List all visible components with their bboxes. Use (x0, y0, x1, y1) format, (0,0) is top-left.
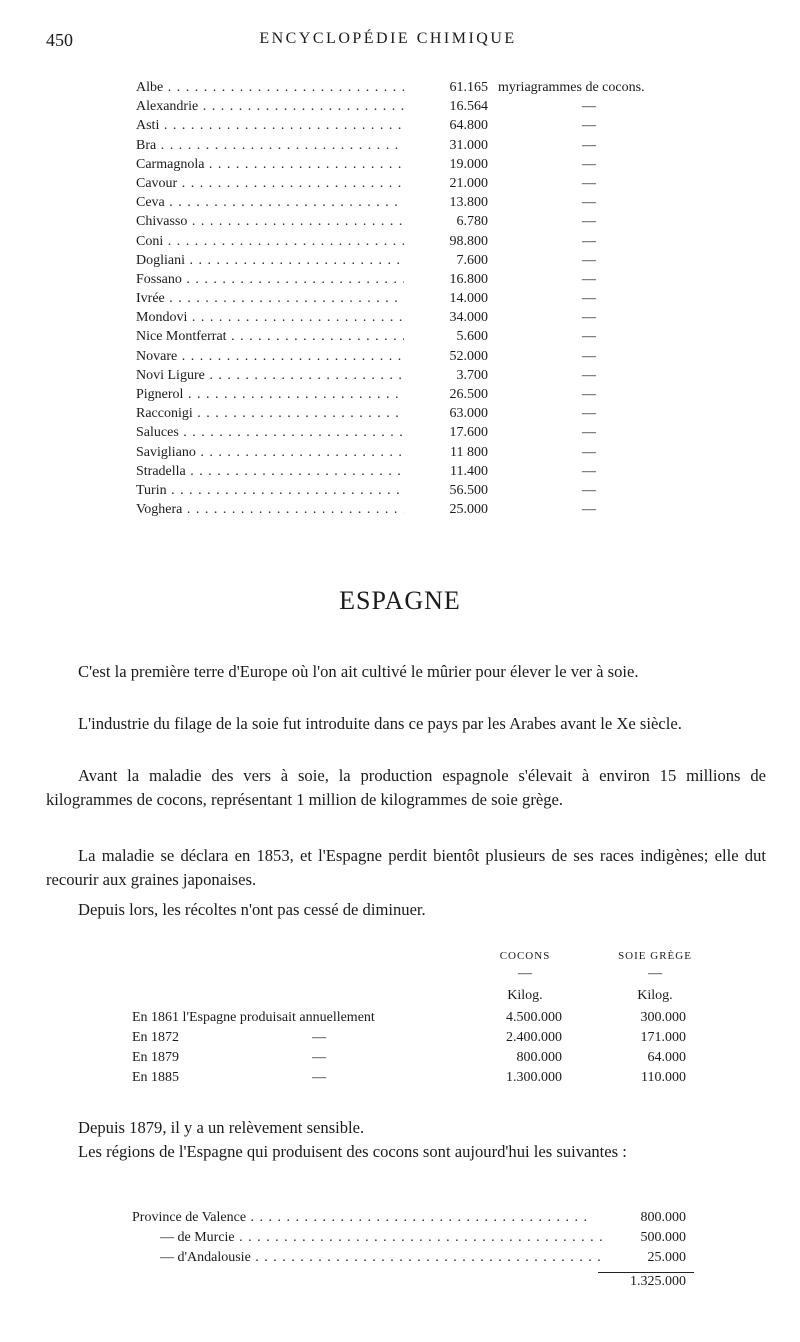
city-name: Bra . . . (136, 136, 404, 155)
running-header (46, 30, 730, 54)
list-item (132, 1248, 732, 1268)
city-name: Carmagnola . . . (136, 155, 404, 174)
ditto-mark: — (582, 175, 596, 191)
ditto-mark: — (312, 1050, 326, 1065)
list-item (136, 270, 736, 289)
soie-value: 171.000 (640, 1030, 686, 1045)
list-item (136, 97, 736, 116)
ditto-mark: — (582, 195, 596, 211)
list-item (136, 251, 736, 270)
city-value: 14.000 (408, 289, 488, 308)
city-value: 25.000 (408, 500, 488, 519)
section-title: ESPAGNE (339, 586, 461, 615)
column-dash: — (648, 966, 662, 981)
ditto-mark: — (582, 99, 596, 115)
city-name: Racconigi . . . (136, 404, 404, 423)
city-name: Fossano . . . (136, 270, 404, 289)
list-item (136, 404, 736, 423)
ditto-mark: — (582, 463, 596, 479)
list-item (136, 500, 736, 519)
region-name: — de Murcie . . . (132, 1228, 615, 1248)
list-item (136, 136, 736, 155)
region-name: — d'Andalousie . . . (132, 1248, 615, 1268)
city-value: 6.780 (408, 212, 488, 231)
city-value: 31.000 (408, 136, 488, 155)
ditto-mark: — (582, 367, 596, 383)
total-rule (598, 1272, 694, 1273)
region-value: 25.000 (602, 1248, 686, 1268)
paragraph: Avant la maladie des vers à soie, la production espagnole s'élevait à environ 15 millions de kilogrammes de cocons, représentant 1 million de kilogrammes de soie grège. (46, 766, 766, 809)
regions-total: 1.325.000 (630, 1274, 686, 1289)
list-item (136, 308, 736, 327)
paragraph: C'est la première terre d'Europe où l'on ait cultivé le mûrier pour élever le ver à soie. (78, 662, 639, 681)
city-name: Chivasso . . . (136, 212, 404, 231)
list-item (136, 116, 736, 135)
city-value: 56.500 (408, 481, 488, 500)
city-value: 13.800 (408, 193, 488, 212)
cocons-value: 800.000 (516, 1050, 562, 1065)
city-name: Albe . . . (136, 78, 404, 97)
city-value: 16.800 (408, 270, 488, 289)
city-name: Saluces . . . (136, 423, 404, 442)
ditto-mark: — (582, 310, 596, 326)
ditto-mark: — (312, 1070, 326, 1085)
ditto-mark: — (582, 233, 596, 249)
row-label: En 1879 (132, 1050, 180, 1065)
paragraph: Les régions de l'Espagne qui produisent des cocons sont aujourd'hui les suivantes : (78, 1142, 627, 1161)
ditto-mark: — (582, 482, 596, 498)
soie-value: 110.000 (641, 1070, 686, 1085)
city-value: 21.000 (408, 174, 488, 193)
soie-value: 64.000 (647, 1050, 686, 1065)
city-name: Novi Ligure . . . (136, 366, 404, 385)
city-name: Savigliano . . . (136, 443, 404, 462)
city-name: Alexandrie . . . (136, 97, 404, 116)
column-header-cocons: COCONS (499, 950, 551, 962)
list-item (136, 347, 736, 366)
city-name: Stradella . . . (136, 462, 404, 481)
ditto-mark: — (582, 156, 596, 172)
list-item (136, 193, 736, 212)
table-row (132, 1028, 732, 1048)
city-value: 3.700 (408, 366, 488, 385)
list-item (136, 366, 736, 385)
city-value: 19.000 (408, 155, 488, 174)
list-item (136, 289, 736, 308)
cocons-value: 2.400.000 (506, 1030, 562, 1045)
city-value: 26.500 (408, 385, 488, 404)
city-name: Cavour . . . (136, 174, 404, 193)
city-value: 52.000 (408, 347, 488, 366)
city-name: Voghera . . . (136, 500, 404, 519)
city-value: 34.000 (408, 308, 488, 327)
paragraph: La maladie se déclara en 1853, et l'Espagne perdit bientôt plusieurs de ses races indigènes; elle dut recourir aux graines japonaises. (46, 846, 766, 889)
city-value: 11.400 (408, 462, 488, 481)
list-item (136, 423, 736, 442)
city-value: 63.000 (408, 404, 488, 423)
table-row (132, 1008, 732, 1028)
unit-label: Kilog. (507, 988, 543, 1003)
city-name: Dogliani . . . (136, 251, 404, 270)
list-item (136, 481, 736, 500)
city-value: 16.564 (408, 97, 488, 116)
list-item (136, 327, 736, 346)
list-item (136, 174, 736, 193)
running-title: ENCYCLOPÉDIE CHIMIQUE (259, 30, 517, 47)
ditto-mark: — (582, 348, 596, 364)
ditto-mark: — (582, 406, 596, 422)
list-item (136, 232, 736, 251)
ditto-mark: — (582, 329, 596, 345)
cocons-value: 1.300.000 (506, 1070, 562, 1085)
list-item (136, 212, 736, 231)
ditto-mark: — (312, 1030, 326, 1045)
column-dash: — (518, 966, 532, 981)
city-production-list (136, 78, 736, 519)
city-name: Nice Montferrat . . . (136, 327, 404, 346)
city-value: 11 800 (408, 443, 488, 462)
region-value: 500.000 (602, 1228, 686, 1248)
city-value: 64.800 (408, 116, 488, 135)
table-row (132, 1068, 732, 1088)
row-label: En 1872 (132, 1030, 180, 1045)
list-item (136, 462, 736, 481)
list-item (136, 443, 736, 462)
list-item (132, 1208, 732, 1228)
ditto-mark: — (582, 271, 596, 287)
list-item (136, 78, 736, 97)
city-value: 7.600 (408, 251, 488, 270)
city-value: 17.600 (408, 423, 488, 442)
city-name: Turin . . . (136, 481, 404, 500)
row-label: En 1861 l'Espagne produisait annuellement (132, 1010, 375, 1025)
paragraph: L'industrie du filage de la soie fut introduite dans ce pays par les Arabes avant le Xe siècle. (78, 714, 682, 733)
row-label: En 1885 (132, 1070, 180, 1085)
paragraph: Depuis 1879, il y a un relèvement sensible. (78, 1118, 365, 1137)
table-row (132, 1048, 732, 1068)
city-value: 5.600 (408, 327, 488, 346)
ditto-mark: — (582, 502, 596, 518)
city-value: 61.165 (408, 78, 488, 97)
ditto-mark: — (582, 214, 596, 230)
ditto-mark: — (582, 291, 596, 307)
column-header-soie: SOIE GRÈGE (618, 950, 692, 962)
city-name: Pignerol . . . (136, 385, 404, 404)
city-name: Coni . . . (136, 232, 404, 251)
cocons-value: 4.500.000 (506, 1010, 562, 1025)
page-number: 450 (46, 30, 73, 50)
city-name: Novare . . . (136, 347, 404, 366)
city-name: Mondovi . . . (136, 308, 404, 327)
city-name: Asti . . . (136, 116, 404, 135)
ditto-mark: — (582, 444, 596, 460)
city-name: Ivrée . . . (136, 289, 404, 308)
ditto-mark: — (582, 118, 596, 134)
unit-label: myriagrammes de cocons. (498, 80, 645, 95)
list-item (136, 385, 736, 404)
ditto-mark: — (582, 252, 596, 268)
list-item (132, 1228, 732, 1248)
region-name: Province de Valence . . . (132, 1208, 587, 1228)
list-item (136, 155, 736, 174)
region-value: 800.000 (602, 1208, 686, 1228)
ditto-mark: — (582, 387, 596, 402)
paragraph: Depuis lors, les récoltes n'ont pas cessé de diminuer. (78, 900, 426, 919)
unit-label: Kilog. (637, 988, 673, 1003)
ditto-mark: — (582, 425, 596, 441)
city-name: Ceva . . . (136, 193, 404, 212)
soie-value: 300.000 (640, 1010, 686, 1025)
regions-list (132, 1208, 732, 1289)
ditto-mark: — (582, 137, 596, 153)
city-value: 98.800 (408, 232, 488, 251)
